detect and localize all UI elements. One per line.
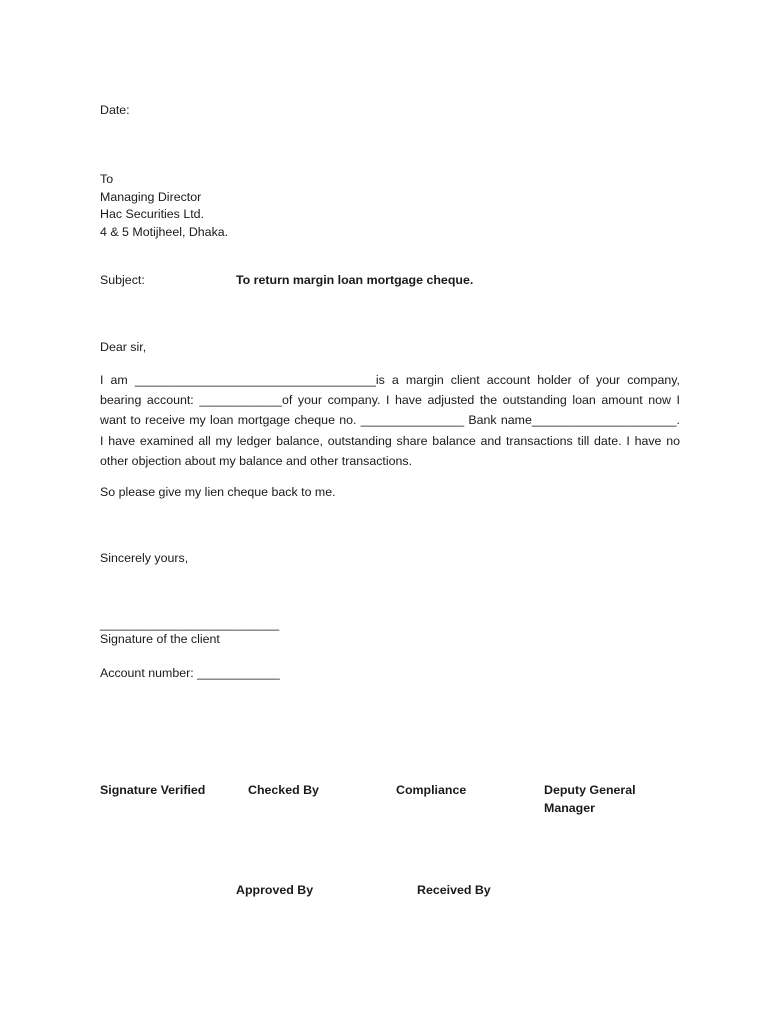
body-line: bearing account: ____________of your company. I have adjusted the outstanding loan amount now I (100, 393, 680, 408)
date-label: Date: (100, 103, 130, 117)
body-paragraph (100, 370, 680, 471)
received-by-label: Received By (417, 883, 491, 897)
address-block (100, 171, 228, 241)
compliance-label: Compliance (396, 783, 467, 797)
approved-by-label: Approved By (236, 883, 314, 897)
closing-request: So please give my lien cheque back to me. (100, 485, 336, 499)
salutation: Dear sir, (100, 340, 147, 354)
signature-verified-label: Signature Verified (100, 783, 206, 797)
subject-label: Subject: (100, 273, 145, 287)
body-line: other objection about my balance and other transactions. (100, 453, 413, 468)
address-recipient: Managing Director (100, 189, 202, 204)
address-location: 4 & 5 Motijheel, Dhaka. (100, 224, 229, 239)
body-line: I have examined all my ledger balance, outstanding share balance and transactions till date. I have no (100, 433, 680, 448)
checked-by-label: Checked By (248, 783, 319, 797)
address-company: Hac Securities Ltd. (100, 207, 204, 222)
body-line: I am ___________________________________is a margin client account holder of your company, (100, 373, 680, 387)
deputy-general-manager-label: Deputy General Manager (544, 783, 636, 815)
signature-label: Signature of the client (100, 632, 220, 646)
sign-off: Sincerely yours, (100, 551, 189, 565)
subject-text: To return margin loan mortgage cheque. (236, 273, 474, 287)
account-number-field: Account number: ____________ (100, 666, 280, 680)
body-line: want to receive my loan mortgage cheque no. _______________ Bank name_____________________. (100, 413, 680, 428)
signature-line: __________________________ (100, 617, 280, 631)
address-to: To (100, 172, 114, 186)
